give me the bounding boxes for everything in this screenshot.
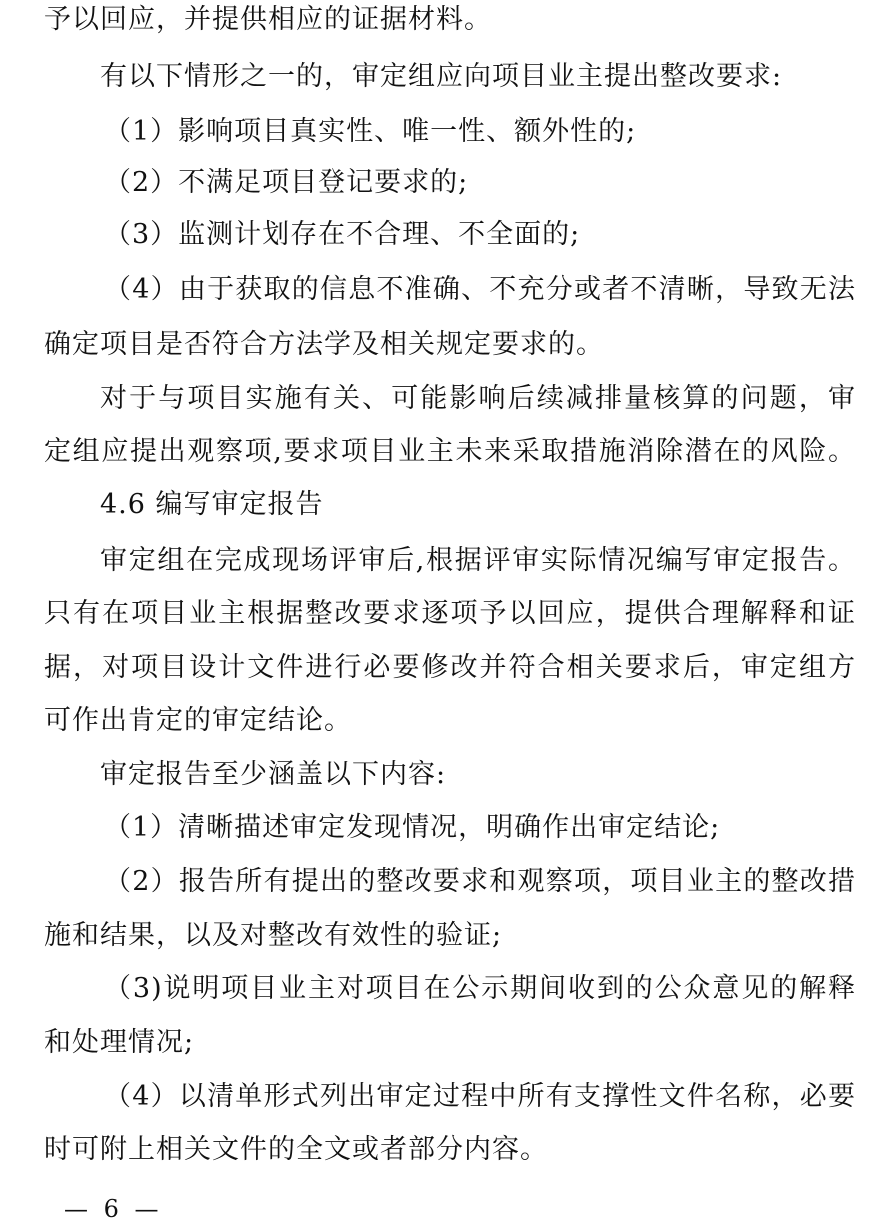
line-20: 和处理情况; [44, 1027, 195, 1058]
line-5: （3）监测计划存在不合理、不全面的; [104, 219, 581, 250]
line-8: 对于与项目实施有关、可能影响后续减排量核算的问题，审 [100, 383, 856, 414]
page-number: — 6 — [64, 1195, 163, 1223]
line-1: 予以回应，并提供相应的证据材料。 [44, 4, 492, 35]
line-11: 审定组在完成现场评审后,根据评审实际情况编写审定报告。 [100, 545, 856, 576]
line-3: （1）影响项目真实性、唯一性、额外性的; [104, 116, 637, 147]
line-18: 施和结果，以及对整改有效性的验证; [44, 920, 503, 951]
line-9: 定组应提出观察项,要求项目业主未来采取措施消除潜在的风险。 [44, 436, 856, 467]
line-19: （3)说明项目业主对项目在公示期间收到的公众意见的解释 [104, 973, 856, 1004]
section-heading: 4.6 编写审定报告 [100, 489, 324, 520]
line-14: 可作出肯定的审定结论。 [44, 705, 352, 736]
line-15: 审定报告至少涵盖以下内容: [100, 759, 447, 790]
line-2: 有以下情形之一的，审定组应向项目业主提出整改要求: [100, 61, 783, 92]
line-6: （4）由于获取的信息不准确、不充分或者不清晰，导致无法 [104, 274, 856, 305]
line-16: （1）清晰描述审定发现情况，明确作出审定结论; [104, 812, 721, 843]
line-13: 据，对项目设计文件进行必要修改并符合相关要求后，审定组方 [44, 652, 856, 683]
line-22: 时可附上相关文件的全文或者部分内容。 [44, 1134, 548, 1165]
line-17: （2）报告所有提出的整改要求和观察项，项目业主的整改措 [104, 866, 856, 897]
line-12: 只有在项目业主根据整改要求逐项予以回应，提供合理解释和证 [44, 598, 856, 629]
line-21: （4）以清单形式列出审定过程中所有支撑性文件名称，必要 [104, 1081, 856, 1112]
line-7: 确定项目是否符合方法学及相关规定要求的。 [44, 329, 604, 360]
line-4: （2）不满足项目登记要求的; [104, 167, 469, 198]
